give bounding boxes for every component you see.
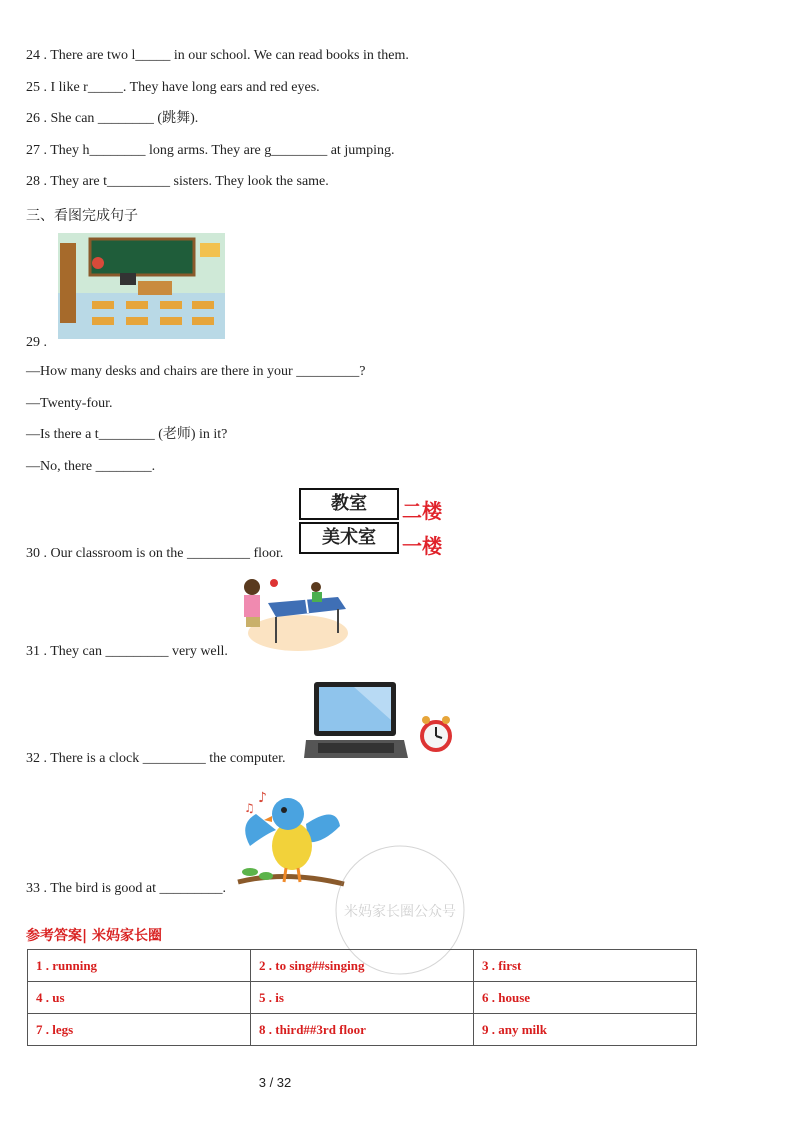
question-33: 33 . The bird is good at _________. <box>26 881 227 896</box>
floor-label-first: 一楼 <box>402 534 442 558</box>
section-title: 三、看图完成句子 <box>26 208 138 224</box>
question-29-line-4: —No, there ________. <box>26 459 156 474</box>
question-31: 31 . They can _________ very well. <box>26 644 228 659</box>
question-29-line-2: —Twenty-four. <box>26 396 113 411</box>
answer-cell: 2 . to sing##singing <box>251 950 474 982</box>
answer-cell: 9 . any milk <box>474 1014 697 1046</box>
question-30: 30 . Our classroom is on the _________ floor. <box>26 546 284 561</box>
question-29-number: 29 . <box>26 335 47 350</box>
answer-cell: 6 . house <box>474 982 697 1014</box>
floor-box-classroom: 教室 <box>299 488 399 520</box>
question-32: 32 . There is a clock _________ the computer. <box>26 751 286 766</box>
answers-title: 参考答案| 米妈家长圈 <box>26 928 162 944</box>
table-row <box>28 1014 697 1046</box>
page-number: 3 / 32 <box>258 1075 292 1090</box>
answer-cell: 1 . running <box>28 950 251 982</box>
answer-cell: 7 . legs <box>28 1014 251 1046</box>
svg-text:♫: ♫ <box>244 801 255 815</box>
answers-table <box>27 949 697 1046</box>
answer-cell: 4 . us <box>28 982 251 1014</box>
answer-cell: 3 . first <box>474 950 697 982</box>
question-29-line-1: —How many desks and chairs are there in your _________? <box>26 364 366 379</box>
svg-text:♪: ♪ <box>258 790 267 806</box>
floor-diagram <box>299 488 399 552</box>
ping-pong-image <box>238 573 350 655</box>
stamp-text: 米妈家长圈公众号 <box>344 904 456 920</box>
question-25: 25 . I like r_____. They have long ears and red eyes. <box>26 80 320 95</box>
floor-label-second: 二楼 <box>402 499 442 523</box>
question-26: 26 . She can ________ (跳舞). <box>26 111 199 126</box>
table-row <box>28 982 697 1014</box>
table-row <box>28 950 697 982</box>
question-24: 24 . There are two l_____ in our school. We can read books in them. <box>26 48 409 63</box>
answer-cell: 8 . third##3rd floor <box>251 1014 474 1046</box>
answer-cell: 5 . is <box>251 982 474 1014</box>
question-28: 28 . They are t_________ sisters. They look the same. <box>26 174 329 189</box>
laptop-clock-image <box>304 680 456 762</box>
classroom-image <box>58 233 225 339</box>
question-29-line-3: —Is there a t________ (老师) in it? <box>26 427 228 442</box>
question-27: 27 . They h________ long arms. They are g________ at jumping. <box>26 143 395 158</box>
floor-box-art-room: 美术室 <box>299 522 399 554</box>
